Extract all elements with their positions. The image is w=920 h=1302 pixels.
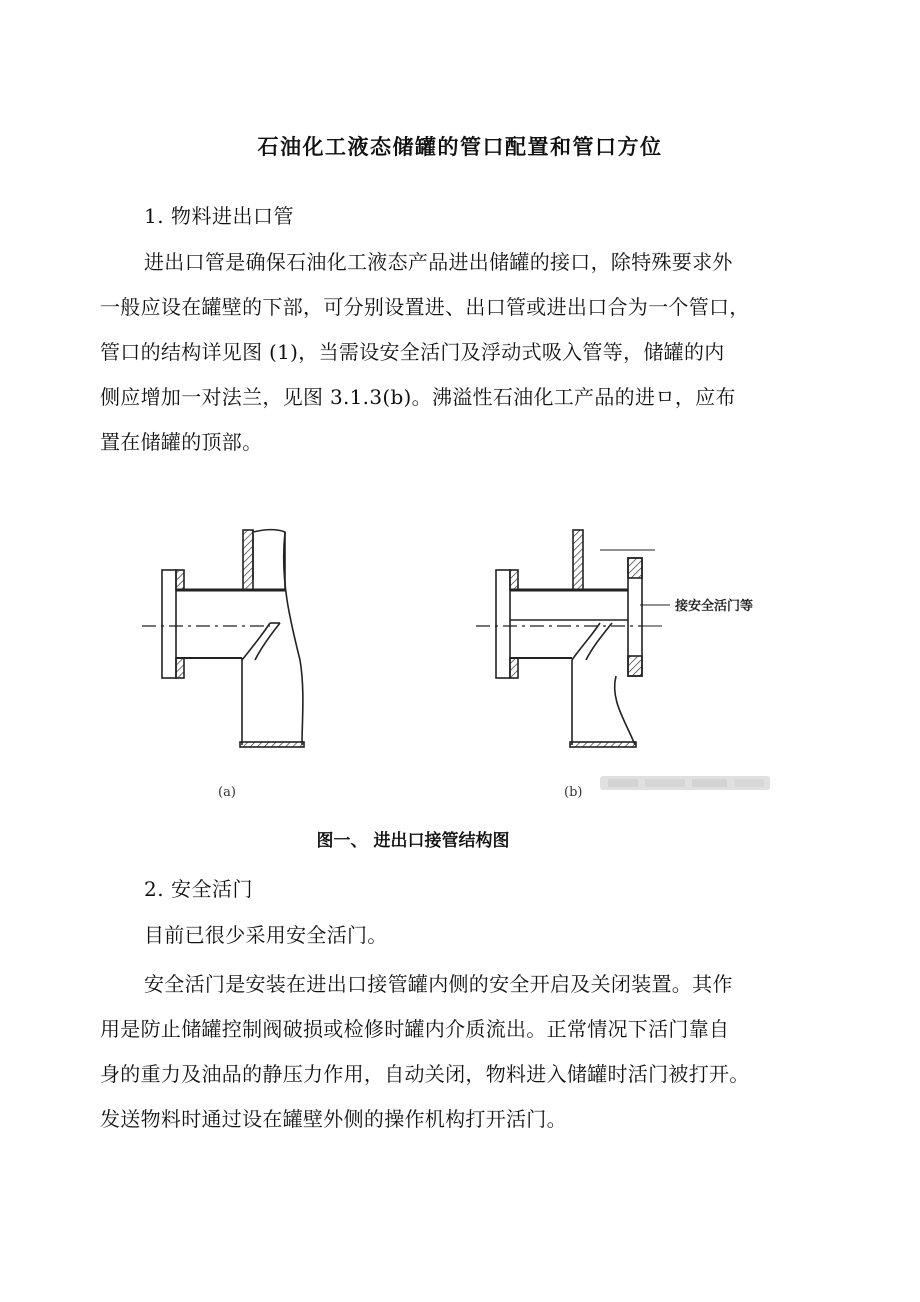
nozzle-structure-figure: [130, 520, 810, 810]
paragraph-line: 进出口管是确保石油化工液态产品进出储罐的接口，除特殊要求外: [144, 250, 733, 274]
outer-flange: [162, 570, 176, 678]
section-1-heading: 1. 物料进出口管: [144, 204, 294, 228]
figure-caption: 图一、 进出口接管结构图: [316, 831, 510, 851]
drawing-a: [142, 530, 304, 747]
blurred-source-watermark: [600, 776, 770, 790]
paragraph-line: 目前已很少采用安全活门。: [144, 923, 388, 947]
section-2-paragraph-2: [100, 962, 820, 1142]
drawing-b: [476, 530, 670, 747]
paragraph-line: 用是防止储罐控制阀破损或检修时罐内介质流出。正常情况下活门靠自: [100, 1017, 730, 1041]
paragraph-line: 侧应增加一对法兰，见图 3.1.3(b)。沸溢性石油化工产品的进ㅁ，应布: [100, 385, 736, 409]
paragraph-line: 身的重力及油品的静压力作用，自动关闭，物料进入储罐时活门被打开。: [100, 1062, 750, 1086]
section-2-heading: 2. 安全活门: [144, 877, 253, 901]
tank-wall: [243, 530, 253, 590]
paragraph-line: 发送物料时通过设在罐壁外侧的操作机构打开活门。: [100, 1107, 567, 1131]
paragraph-line: 安全活门是安装在进出口接管罐内侧的安全开启及关闭装置。其作: [144, 972, 733, 996]
section-2-paragraph-1: [100, 913, 820, 958]
document-title: 石油化工液态储罐的管口配置和管口方位: [257, 134, 663, 159]
subfigure-label-a: (a): [218, 785, 236, 800]
paragraph-line: 管口的结构详见图 (1)，当需设安全活门及浮动式吸入管等，储罐的内: [100, 340, 725, 364]
paragraph-line: 置在储罐的顶部。: [100, 430, 263, 454]
callout-label: 接安全活门等: [675, 599, 754, 614]
paragraph-line: 一般应设在罐壁的下部，可分别设置进、出口管或进出口合为一个管口，: [100, 295, 750, 319]
subfigure-label-b: (b): [564, 785, 583, 800]
section-1-paragraph: [100, 240, 820, 465]
